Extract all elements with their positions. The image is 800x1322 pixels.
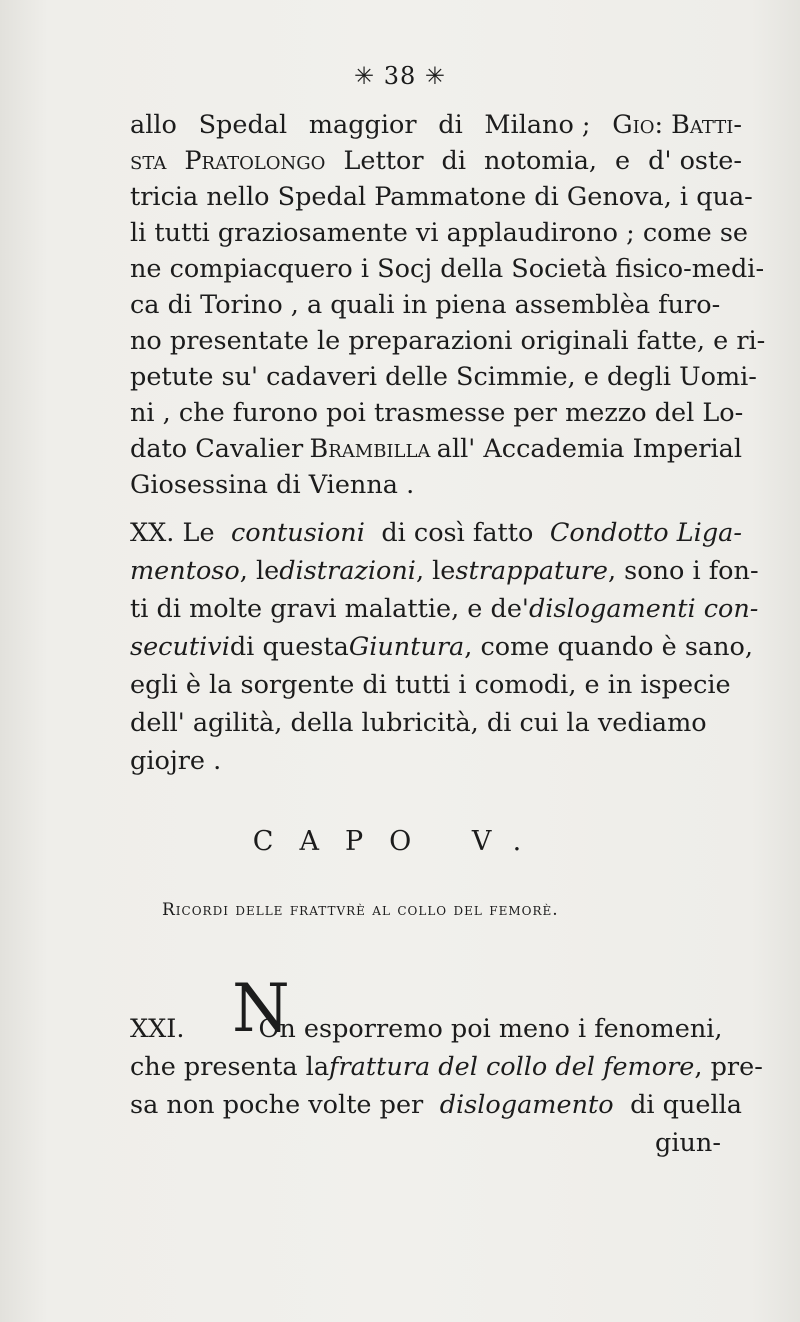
person-name: sta xyxy=(130,146,167,176)
line-text: On esporremo poi meno i fenomeni, xyxy=(258,1014,723,1044)
italic-term: frattura del collo del femore xyxy=(329,1052,695,1082)
line-text: sa non poche volte per xyxy=(130,1090,424,1120)
text-line xyxy=(130,180,753,214)
text-line xyxy=(130,744,742,778)
italic-term: contusioni xyxy=(230,518,365,548)
line-text: tricia nello Spedal Pammatone di Genova, i qua- xyxy=(130,182,753,212)
text-line xyxy=(130,288,742,322)
drop-cap-initial: N xyxy=(232,970,290,1047)
line-text: , pre- xyxy=(694,1052,763,1082)
text-line xyxy=(130,144,742,178)
line-text: ti di molte gravi malattie, e de' xyxy=(130,594,529,624)
line-text: , come quando è sano, xyxy=(464,632,754,662)
line-text: ne compiacquero i Socj della Società fisico-medi- xyxy=(130,254,765,284)
line-text: Giosessina di Vienna . xyxy=(130,470,415,500)
text-line xyxy=(130,592,759,626)
word: allo xyxy=(130,110,177,140)
line-text: , le xyxy=(239,556,280,586)
person-name: Brambilla xyxy=(309,434,431,464)
line-text: ca di Torino , a quali in piena assemblèa furo- xyxy=(130,290,721,320)
page-header: ✳ 38 ✳ xyxy=(353,62,446,90)
chapter-subtitle: Ricordi delle frattvrè al collo del femorè. xyxy=(162,900,559,920)
italic-term: distrazioni xyxy=(279,556,416,586)
line-text: di questa xyxy=(229,632,349,662)
line-text: li tutti graziosamente vi applaudirono ; come se xyxy=(130,218,749,248)
word: di xyxy=(438,110,463,140)
word: e xyxy=(615,146,631,176)
text-line xyxy=(130,432,742,466)
catchword: giun- xyxy=(655,1128,721,1158)
line-text: ni , che furono poi trasmesse per mezzo del Lo- xyxy=(130,398,744,428)
line-text: , sono i fon- xyxy=(607,556,759,586)
text-line xyxy=(130,396,742,430)
text-line xyxy=(130,1012,742,1046)
text-line xyxy=(130,468,742,502)
line-text: egli è la sorgente di tutti i comodi, e in ispecie xyxy=(130,670,731,700)
italic-term: Condotto Liga- xyxy=(549,518,742,548)
person-name: Pratolongo xyxy=(184,146,326,176)
text-line xyxy=(130,216,749,250)
person-name: Gio: Batti- xyxy=(612,110,742,140)
text-line xyxy=(130,1088,742,1122)
text-line xyxy=(130,554,759,588)
line-text: dell' agilità, della lubricità, di cui la vediamo xyxy=(130,708,707,738)
line-text: giojre . xyxy=(130,746,222,776)
word: di xyxy=(441,146,466,176)
word: d' oste- xyxy=(648,146,742,176)
italic-term: Giuntura xyxy=(348,632,465,662)
italic-term: secutivi xyxy=(130,632,230,662)
word: maggior xyxy=(308,110,417,140)
text-line xyxy=(130,324,766,358)
line-text: XX. Le xyxy=(130,518,215,548)
line-text: di quella xyxy=(630,1090,742,1120)
word: Lettor xyxy=(343,146,424,176)
text-line xyxy=(130,1050,763,1084)
line-text: che presenta la xyxy=(130,1052,330,1082)
text-line xyxy=(130,252,765,286)
italic-term: dislogamenti con- xyxy=(528,594,759,624)
word: notomia, xyxy=(484,146,598,176)
italic-term: mentoso xyxy=(130,556,240,586)
text-line xyxy=(130,516,742,550)
word: Milano ; xyxy=(484,110,591,140)
line-text: , le xyxy=(415,556,456,586)
line-text: no presentate le preparazioni originali fatte, e ri- xyxy=(130,326,766,356)
text-line xyxy=(130,630,754,664)
word: Spedal xyxy=(198,110,288,140)
paragraph-number: XXI. xyxy=(130,1014,185,1044)
text-line xyxy=(130,108,742,142)
italic-term: dislogamento xyxy=(439,1090,614,1120)
text-line xyxy=(130,706,742,740)
line-text: all' Accademia Imperial xyxy=(436,434,742,464)
italic-term: strappature xyxy=(455,556,608,586)
line-text: dato Cavalier xyxy=(130,434,304,464)
text-line xyxy=(130,360,757,394)
line-text: di così fatto xyxy=(381,518,534,548)
line-text: petute su' cadaveri delle Scimmie, e degli Uomi- xyxy=(130,362,757,392)
chapter-title: CAPO V. xyxy=(252,826,548,857)
text-line xyxy=(130,668,742,702)
